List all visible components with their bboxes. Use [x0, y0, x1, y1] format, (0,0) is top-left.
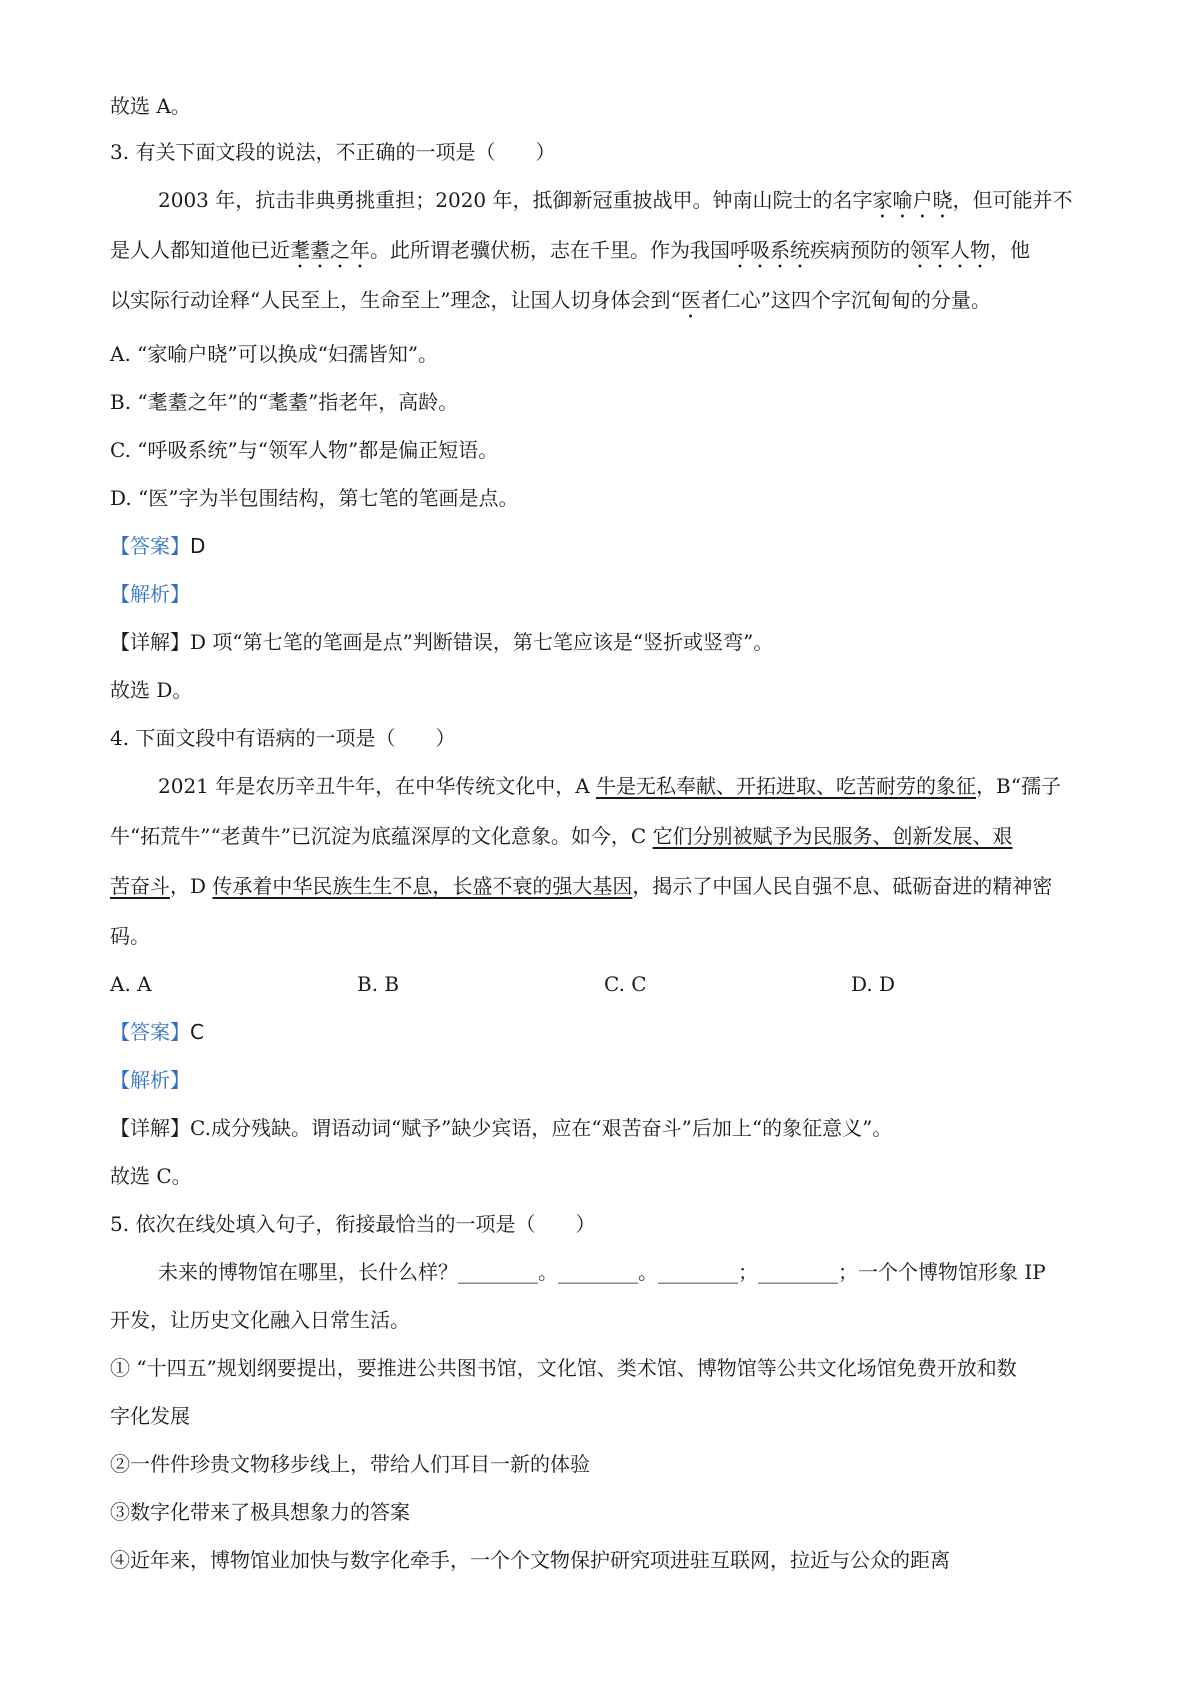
q5-item-4: ④近年来，博物馆业加快与数字化牵手，一个个文物保护研究项进驻互联网，拉近与公众的距离 [110, 1548, 950, 1572]
q4-text: ，B“孺子 [976, 774, 1061, 798]
q4-passage-line-1 [158, 772, 1061, 800]
q3-conclusion: 故选 D。 [110, 678, 193, 702]
q3-emphasis: 家喻户晓 [872, 188, 953, 212]
q3-option-d: D. “医”字为半包围结构，第七笔的笔画是点。 [110, 486, 519, 510]
q3-emphasis: 医 [680, 288, 701, 312]
q4-analysis [110, 1066, 190, 1094]
q3-text: 疾病预防的 [810, 238, 910, 262]
q4-passage-line-4: 码。 [110, 924, 150, 948]
q5-item-1-line-1: ① “十四五”规划纲要提出，要推进公共图书馆，文化馆、类术馆、博物馆等公共文化场馆免费开放和数 [110, 1356, 1017, 1380]
q3-answer [110, 532, 205, 560]
q4-detail [110, 1114, 892, 1142]
q3-emphasis: 耄耋之年 [290, 238, 370, 262]
q3-emphasis: 领军人物 [910, 238, 990, 262]
q3-stem: 3. 有关下面文段的说法，不正确的一项是（ ） [110, 140, 556, 164]
q4-underlined: 它们分别被赋予为民服务、创新发展、艰 [652, 824, 1013, 848]
q3-text: 者仁心”这四个字沉甸甸的分量。 [700, 288, 991, 312]
q4-text: 牛“拓荒牛”“老黄牛”已沉淀为底蕴深厚的文化意象。如今，C [110, 824, 653, 848]
q3-emphasis: 呼吸系统 [730, 238, 810, 262]
answer-value: D [190, 534, 206, 558]
q4-text: 2021 年是农历辛丑牛年，在中华传统文化中，A [158, 774, 597, 798]
q4-text: ，揭示了中国人民自强不息、砥砺奋进的精神密 [632, 874, 1053, 898]
q3-analysis [110, 580, 190, 608]
q5-item-1-line-2: 字化发展 [110, 1404, 190, 1428]
q4-underlined: 牛是无私奉献、开拓进取、吃苦耐劳的象征 [596, 774, 977, 798]
detail-tag: 【详解】 [110, 630, 190, 654]
analysis-tag: 【解析】 [110, 1068, 190, 1092]
q5-passage-line-2: 开发，让历史文化融入日常生活。 [110, 1308, 410, 1332]
q5-item-2: ②一件件珍贵文物移步线上，带给人们耳目一新的体验 [110, 1452, 590, 1476]
q3-passage-line-2 [110, 236, 1030, 273]
q3-text: 是人人都知道他已近 [110, 238, 290, 262]
q3-text: 。此所谓老骥伏枥，志在千里。作为我国 [370, 238, 730, 262]
q3-option-b: B. “耄耋之年”的“耄耋”指老年，高龄。 [110, 390, 459, 414]
q3-detail [110, 628, 773, 656]
answer-value: C [190, 1020, 204, 1044]
answer-tag: 【答案】 [110, 1020, 190, 1044]
q4-stem: 4. 下面文段中有语病的一项是（ ） [110, 726, 456, 750]
q3-text: 2003 年，抗击非典勇挑重担；2020 年，抵御新冠重披战甲。钟南山院士的名字 [158, 188, 873, 212]
q4-option-a: A. A [110, 972, 152, 996]
answer-tag: 【答案】 [110, 534, 190, 558]
q3-passage-line-1 [158, 186, 1073, 223]
q4-underlined: 传承着中华民族生生不息，长盛不衰的强大基因 [212, 874, 633, 898]
q4-option-b: B. B [357, 972, 400, 996]
q4-passage-line-2 [110, 822, 1013, 850]
q3-option-c: C. “呼吸系统”与“领军人物”都是偏正短语。 [110, 438, 499, 462]
q4-answer [110, 1018, 204, 1046]
detail-text: D 项“第七笔的笔画是点”判断错误，第七笔应该是“竖折或竖弯”。 [190, 630, 774, 654]
analysis-tag: 【解析】 [110, 582, 190, 606]
q5-stem: 5. 依次在线处填入句子，衔接最恰当的一项是（ ） [110, 1212, 596, 1236]
q5-passage-line-1: 未来的博物馆在哪里，长什么样？________。________。________；________；一个个博物馆形象 IP [158, 1260, 1046, 1284]
q4-passage-line-3 [110, 872, 1052, 900]
q2-conclusion: 故选 A。 [110, 94, 191, 118]
q4-underlined: 苦奋斗 [110, 874, 170, 898]
q3-option-a: A. “家喻户晓”可以换成“妇孺皆知”。 [110, 342, 439, 366]
q5-item-3: ③数字化带来了极具想象力的答案 [110, 1500, 410, 1524]
q3-text: ，但可能并不 [952, 188, 1073, 212]
q4-text: ，D [170, 874, 213, 898]
q3-passage-line-3 [110, 286, 991, 323]
q4-option-c: C. C [604, 972, 647, 996]
q3-text: 以实际行动诠释“人民至上，生命至上”理念，让国人切身体会到“ [110, 288, 681, 312]
detail-text: C.成分残缺。谓语动词“赋予”缺少宾语，应在“艰苦奋斗”后加上“的象征意义”。 [190, 1116, 893, 1140]
q3-text: ，他 [990, 238, 1030, 262]
q4-options [110, 970, 1110, 998]
detail-tag: 【详解】 [110, 1116, 190, 1140]
q4-conclusion: 故选 C。 [110, 1164, 192, 1188]
q4-option-d: D. D [851, 972, 896, 996]
